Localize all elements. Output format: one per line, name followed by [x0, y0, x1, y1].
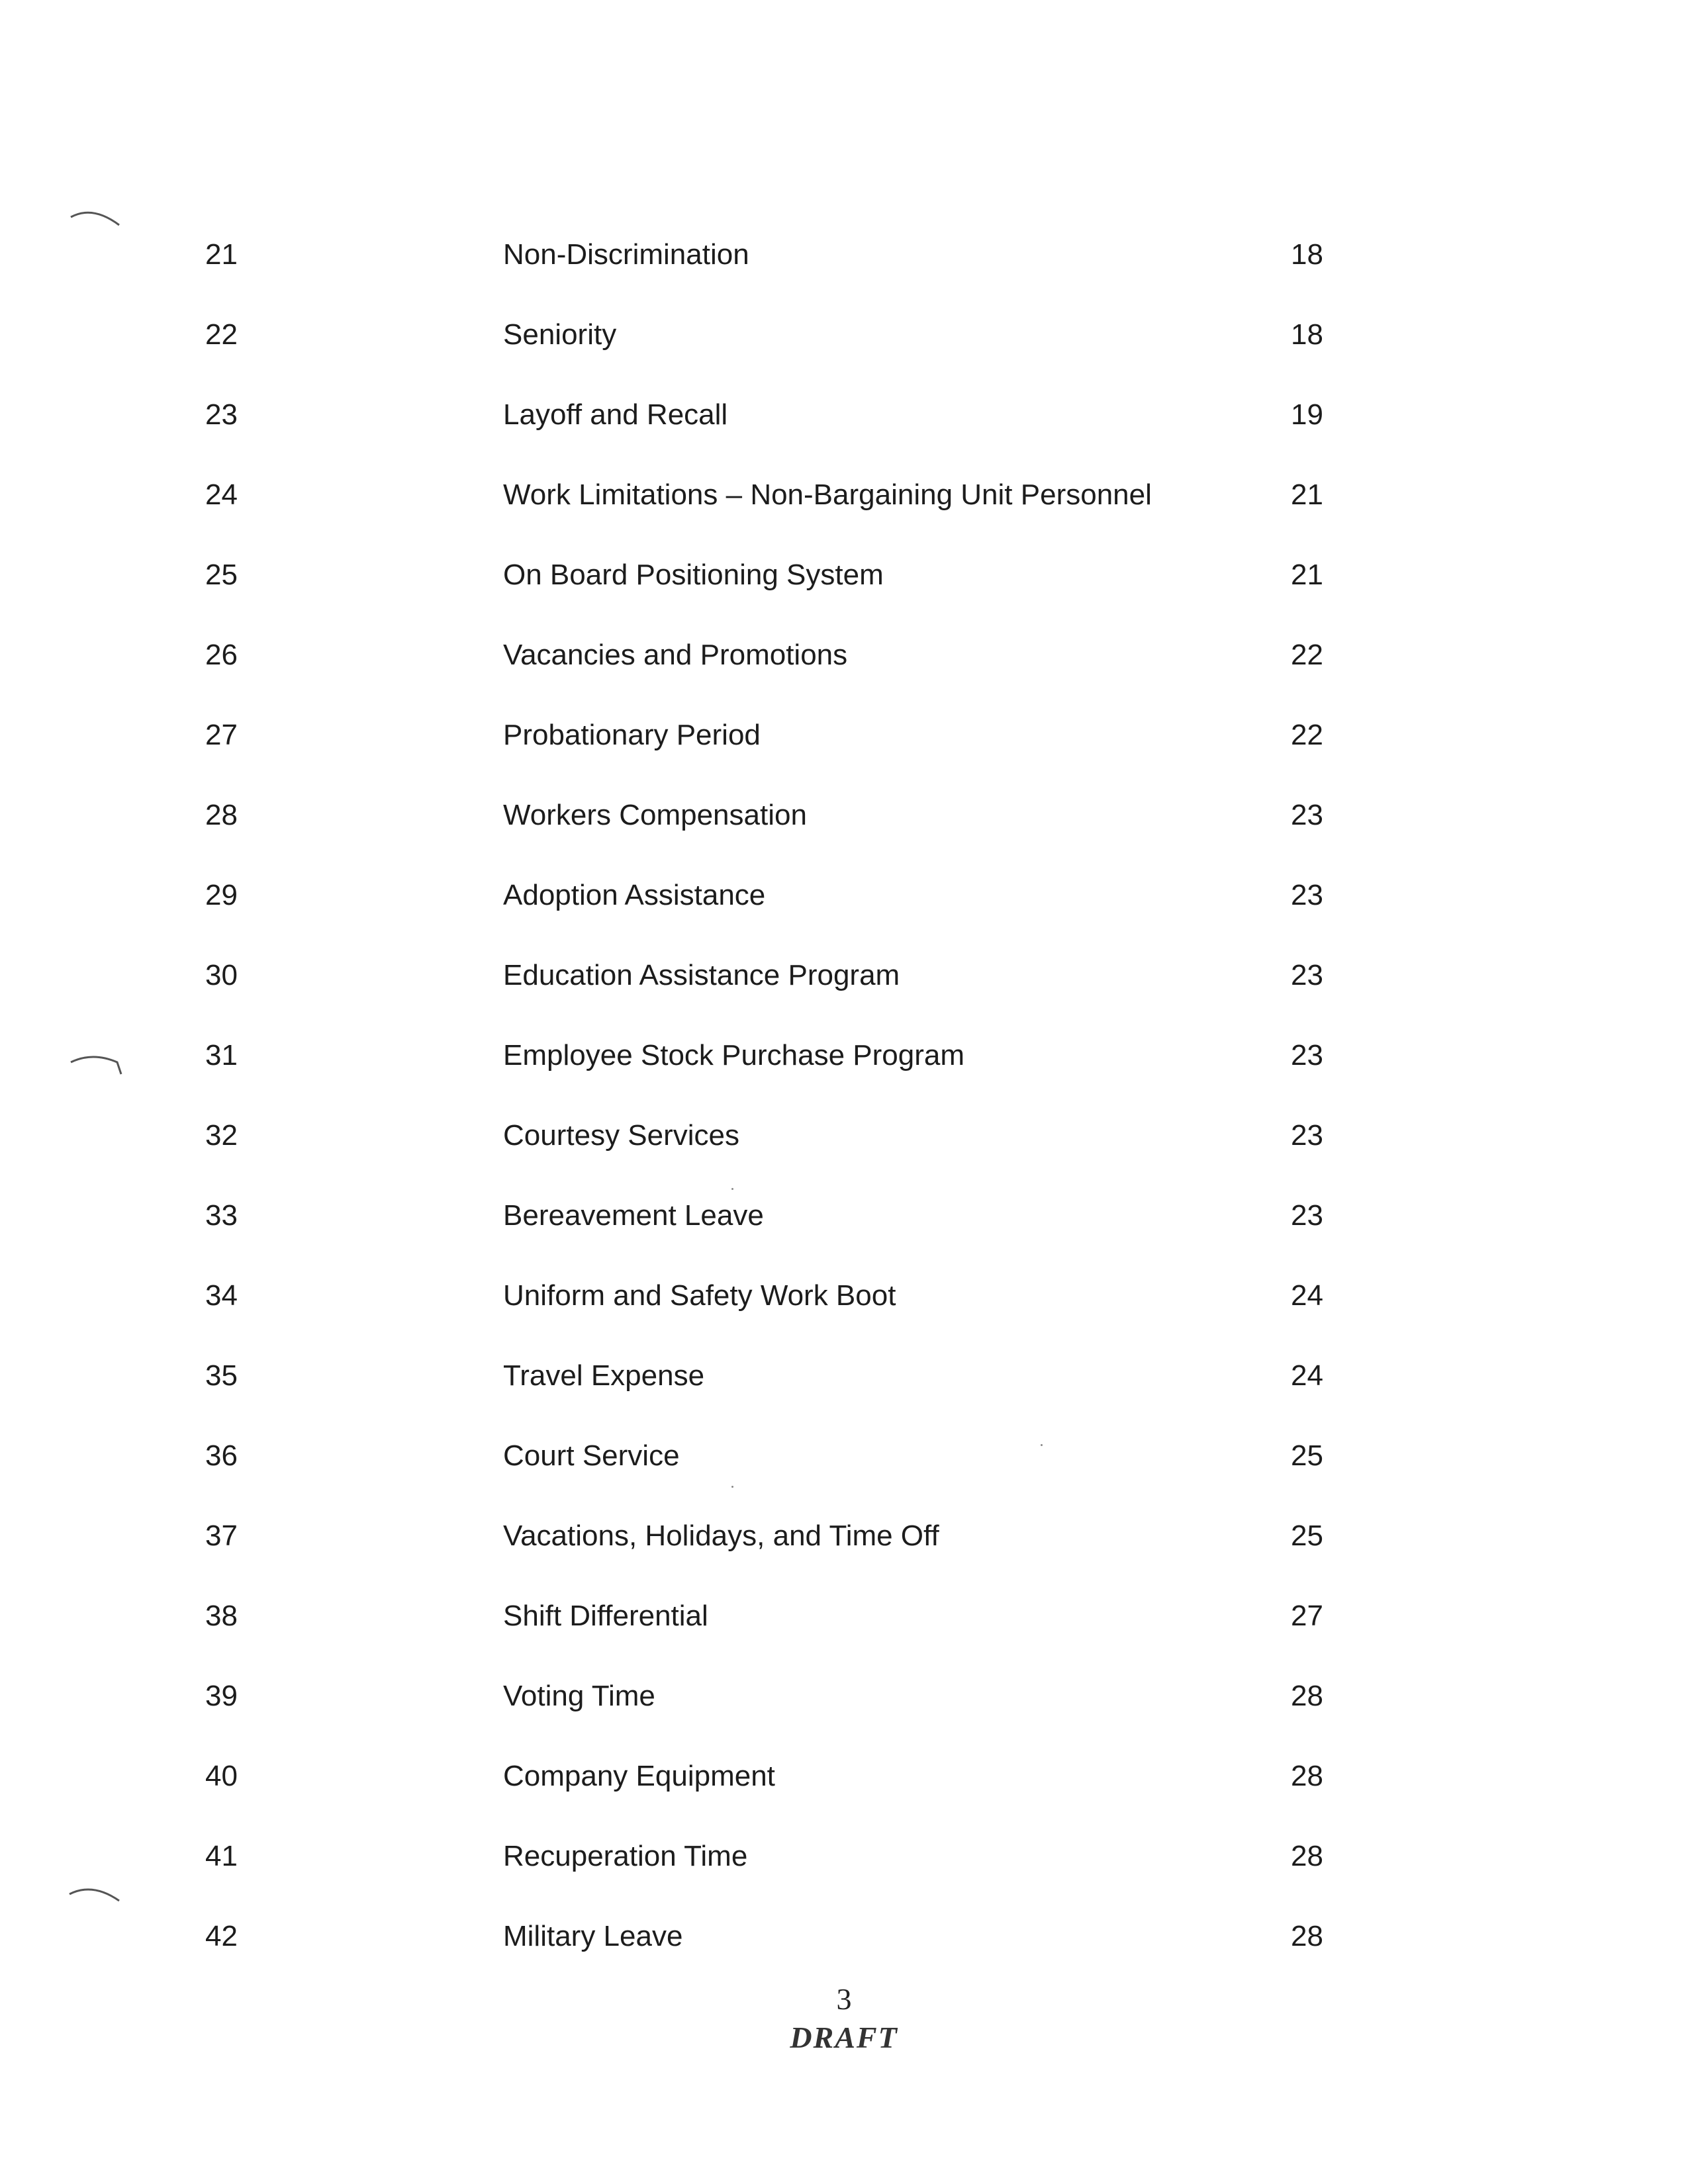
article-title: Vacations, Holidays, and Time Off [503, 1520, 939, 1552]
toc-row [0, 1356, 1688, 1396]
article-page-number: 28 [1291, 1760, 1323, 1792]
article-title: Layoff and Recall [503, 398, 728, 431]
article-page-number: 18 [1291, 238, 1323, 271]
article-number: 32 [205, 1119, 238, 1152]
article-number: 39 [205, 1680, 238, 1712]
article-number: 26 [205, 639, 238, 671]
page-number: 3 [836, 1982, 852, 2016]
article-title: Education Assistance Program [503, 959, 900, 991]
toc-row [0, 635, 1688, 675]
article-number: 31 [205, 1039, 238, 1071]
article-title: Employee Stock Purchase Program [503, 1039, 964, 1071]
draft-watermark: DRAFT [790, 2021, 898, 2054]
article-number: 41 [205, 1840, 238, 1872]
article-number: 34 [205, 1279, 238, 1312]
article-number: 23 [205, 398, 238, 431]
toc-row [0, 796, 1688, 835]
article-title: Seniority [503, 318, 617, 351]
article-page-number: 23 [1291, 959, 1323, 991]
article-page-number: 23 [1291, 1199, 1323, 1232]
article-page-number: 23 [1291, 799, 1323, 831]
article-title: Recuperation Time [503, 1840, 748, 1872]
article-number: 22 [205, 318, 238, 351]
article-number: 37 [205, 1520, 238, 1552]
article-number: 27 [205, 719, 238, 751]
article-title: Uniform and Safety Work Boot [503, 1279, 896, 1312]
article-title: Bereavement Leave [503, 1199, 764, 1232]
article-number: 21 [205, 238, 238, 271]
article-page-number: 25 [1291, 1520, 1323, 1552]
article-page-number: 23 [1291, 1119, 1323, 1152]
article-title: Voting Time [503, 1680, 655, 1712]
article-number: 29 [205, 879, 238, 911]
article-title: Court Service [503, 1439, 680, 1472]
article-page-number: 28 [1291, 1840, 1323, 1872]
article-page-number: 18 [1291, 318, 1323, 351]
article-page-number: 23 [1291, 1039, 1323, 1071]
toc-row [0, 1676, 1688, 1716]
article-page-number: 28 [1291, 1680, 1323, 1712]
article-page-number: 22 [1291, 719, 1323, 751]
article-page-number: 21 [1291, 559, 1323, 591]
article-title: Work Limitations – Non-Bargaining Unit Personnel [503, 478, 1152, 511]
article-number: 33 [205, 1199, 238, 1232]
toc-row [0, 956, 1688, 995]
article-page-number: 24 [1291, 1279, 1323, 1312]
article-title: Adoption Assistance [503, 879, 766, 911]
article-number: 30 [205, 959, 238, 991]
article-number: 25 [205, 559, 238, 591]
article-title: Travel Expense [503, 1359, 705, 1392]
article-page-number: 28 [1291, 1920, 1323, 1952]
toc-row [0, 1756, 1688, 1796]
toc-row [0, 1116, 1688, 1156]
article-title: On Board Positioning System [503, 559, 884, 591]
article-title: Military Leave [503, 1920, 683, 1952]
toc-row [0, 876, 1688, 915]
toc-row [0, 555, 1688, 595]
article-number: 35 [205, 1359, 238, 1392]
toc-row [0, 395, 1688, 435]
toc-row [0, 1436, 1688, 1476]
article-number: 38 [205, 1600, 238, 1632]
article-number: 24 [205, 478, 238, 511]
toc-row [0, 315, 1688, 355]
toc-row [0, 1276, 1688, 1316]
article-title: Company Equipment [503, 1760, 775, 1792]
article-page-number: 19 [1291, 398, 1323, 431]
article-title: Workers Compensation [503, 799, 807, 831]
article-page-number: 25 [1291, 1439, 1323, 1472]
toc-row [0, 1596, 1688, 1636]
article-page-number: 27 [1291, 1600, 1323, 1632]
article-page-number: 22 [1291, 639, 1323, 671]
article-title: Courtesy Services [503, 1119, 740, 1152]
toc-row [0, 715, 1688, 755]
article-number: 40 [205, 1760, 238, 1792]
article-number: 28 [205, 799, 238, 831]
toc-row [0, 1036, 1688, 1075]
toc-row [0, 235, 1688, 275]
toc-row [0, 1837, 1688, 1876]
toc-row [0, 1917, 1688, 1956]
article-number: 36 [205, 1439, 238, 1472]
article-title: Probationary Period [503, 719, 761, 751]
article-number: 42 [205, 1920, 238, 1952]
article-page-number: 23 [1291, 879, 1323, 911]
toc-row [0, 1196, 1688, 1236]
article-title: Vacancies and Promotions [503, 639, 848, 671]
toc-row [0, 1516, 1688, 1556]
article-page-number: 24 [1291, 1359, 1323, 1392]
article-page-number: 21 [1291, 478, 1323, 511]
article-title: Non-Discrimination [503, 238, 749, 271]
article-title: Shift Differential [503, 1600, 708, 1632]
toc-row [0, 475, 1688, 515]
